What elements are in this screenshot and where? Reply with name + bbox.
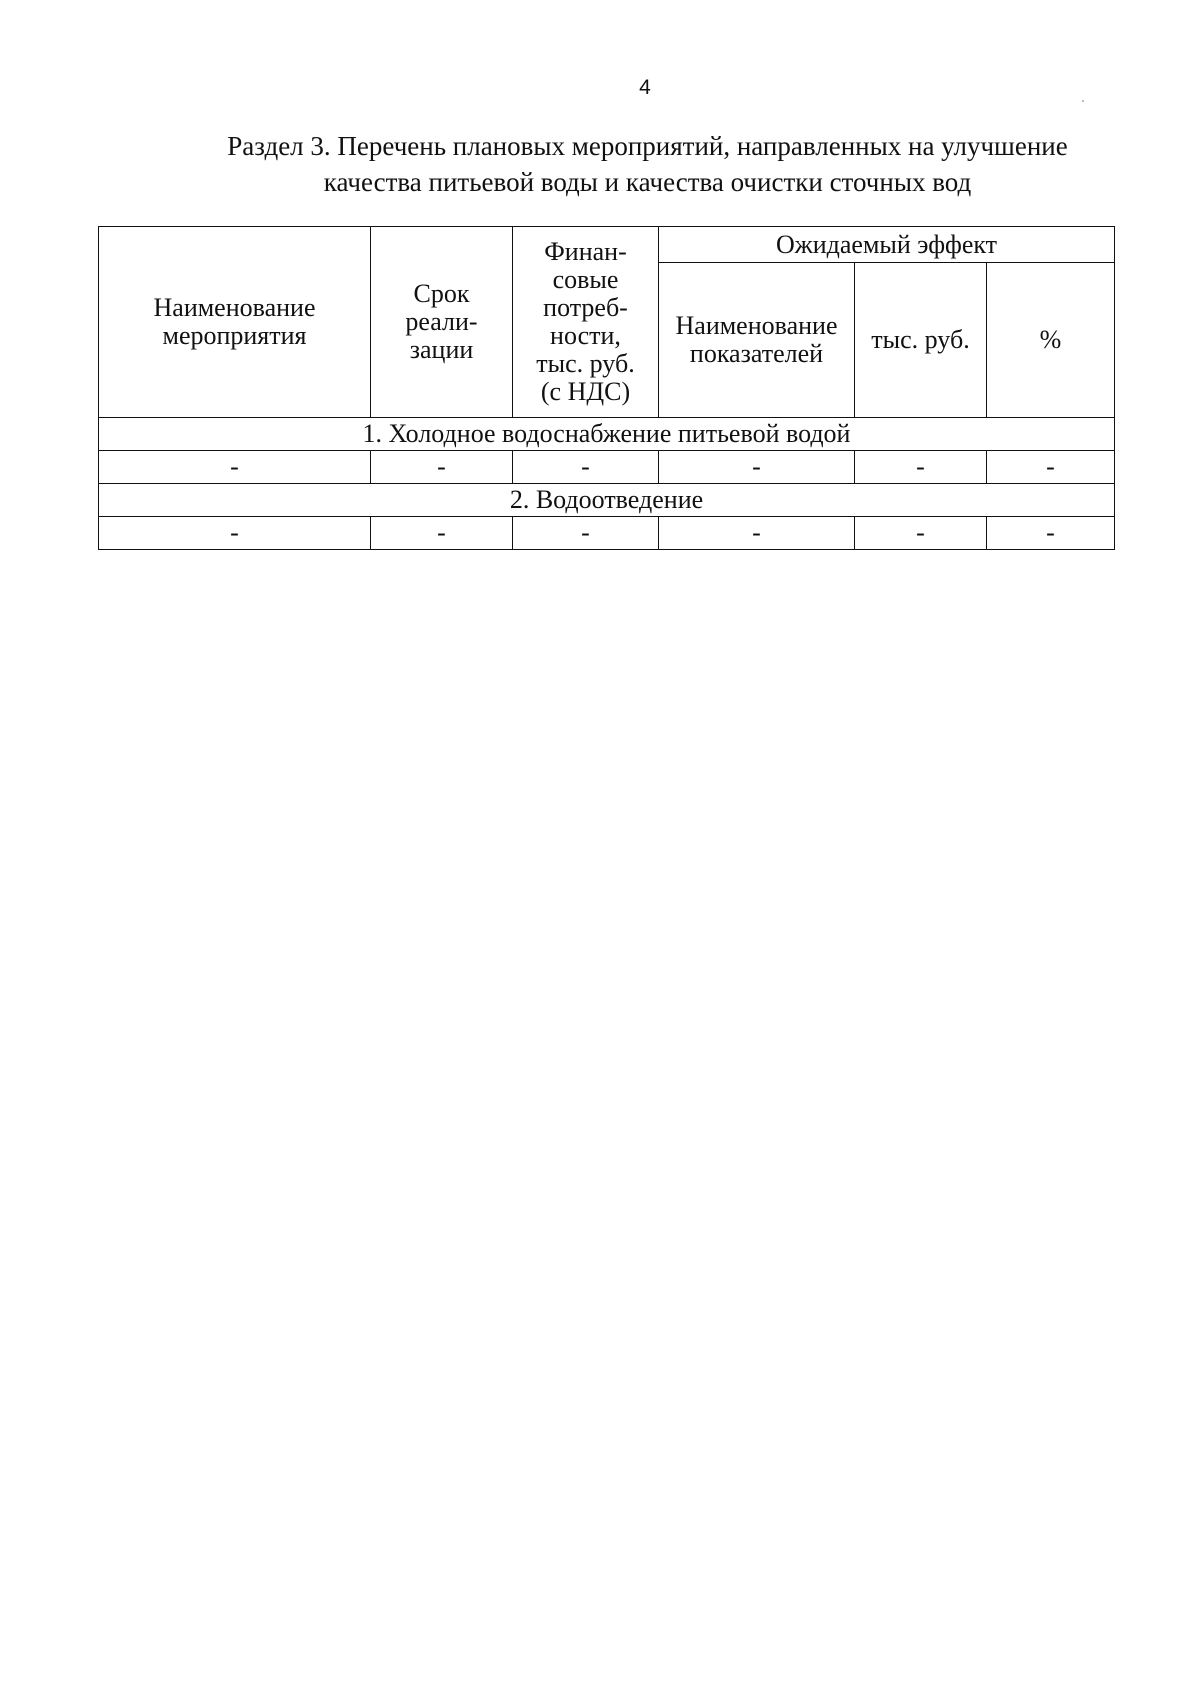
table-cell: - <box>659 451 855 484</box>
measures-table <box>98 226 1115 550</box>
header-indicators <box>659 263 855 418</box>
table-cell: - <box>513 451 659 484</box>
heading-line-1: Раздел 3. Перечень плановых мероприятий, направленных на улучшение <box>227 131 1068 161</box>
table-cell: - <box>987 451 1115 484</box>
table-cell: - <box>371 517 513 550</box>
scan-dot <box>1082 100 1084 102</box>
page-number: 4 <box>639 76 651 99</box>
header-percent: % <box>987 263 1115 418</box>
table-cell: - <box>987 517 1115 550</box>
header-measure-name-text: Наименование мероприятия <box>153 293 316 350</box>
table-cell: - <box>855 517 987 550</box>
table-cell: - <box>99 517 371 550</box>
table-cell: - <box>513 517 659 550</box>
header-term <box>371 227 513 418</box>
header-thousand-rub: тыс. руб. <box>855 263 987 418</box>
table-row <box>99 517 1115 550</box>
table-cell: - <box>855 451 987 484</box>
section-title-drainage: 2. Водоотведение <box>99 484 1115 517</box>
header-expected-effect: Ожидаемый эффект <box>659 227 1115 263</box>
header-finance <box>513 227 659 418</box>
table-cell: - <box>99 451 371 484</box>
header-finance-text: Финан- совые потреб- ности, тыс. руб. (с НДС) <box>536 237 635 406</box>
section-title-water-supply: 1. Холодное водоснабжение питьевой водой <box>99 418 1115 451</box>
section-heading <box>160 128 1135 200</box>
table-cell: - <box>659 517 855 550</box>
table-cell: - <box>371 451 513 484</box>
header-term-text: Срок реали- зации <box>405 279 478 364</box>
header-measure-name <box>99 227 371 418</box>
table-row <box>99 451 1115 484</box>
header-indicators-text: Наименование показателей <box>675 311 838 368</box>
heading-line-2: качества питьевой воды и качества очистки сточных вод <box>323 167 972 197</box>
